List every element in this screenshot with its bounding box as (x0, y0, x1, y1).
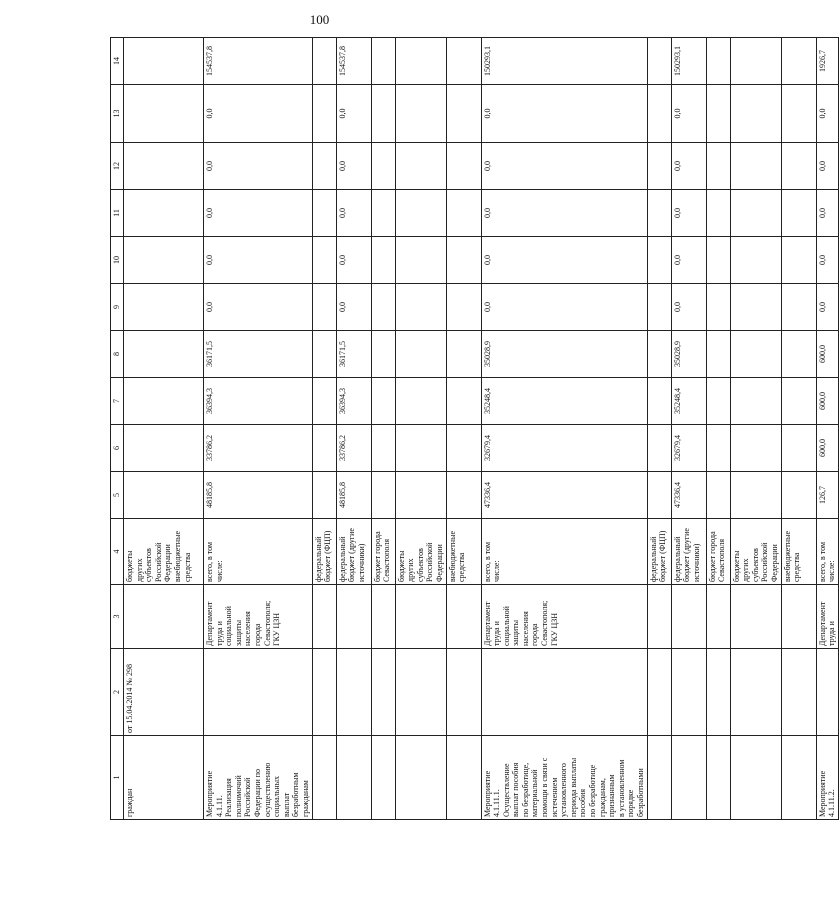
value-cell-col-13 (312, 85, 336, 143)
value-cell-col-6: 32679,4 (671, 425, 706, 472)
value-cell-col-9 (730, 284, 781, 331)
text-cell-col-3: Департамент труда и социальной защиты населения города Севастополя; ГКУ ЦЗН (481, 585, 647, 649)
text-cell-col-4: бюджет города Севастополя (371, 519, 395, 585)
value-cell-col-12: 0,0 (671, 143, 706, 190)
text-cell-col-1: Мероприятие 4.1.11.2. (816, 736, 838, 820)
table-row (336, 38, 371, 820)
text-cell-col-1 (446, 736, 481, 820)
value-cell-col-11 (124, 190, 204, 237)
table-row (781, 38, 816, 820)
value-cell-col-12: 0,0 (481, 143, 647, 190)
value-cell-col-13 (395, 85, 446, 143)
table-row (730, 38, 781, 820)
value-cell-col-7 (647, 378, 671, 425)
column-number-3: 3 (111, 585, 124, 649)
value-cell-col-11: 0,0 (816, 190, 838, 237)
text-cell-col-1: граждан (124, 736, 204, 820)
value-cell-col-8: 600,0 (816, 331, 838, 378)
value-cell-col-12 (706, 143, 730, 190)
table-row (481, 38, 647, 820)
value-cell-col-9 (395, 284, 446, 331)
value-cell-col-9 (312, 284, 336, 331)
text-cell-col-1 (647, 736, 671, 820)
value-cell-col-13: 0,0 (204, 85, 313, 143)
value-cell-col-5: 48185,8 (336, 472, 371, 519)
value-cell-col-7: 35248,4 (671, 378, 706, 425)
value-cell-col-9 (647, 284, 671, 331)
text-cell-col-1 (371, 736, 395, 820)
value-cell-col-12 (730, 143, 781, 190)
text-cell-col-2 (371, 649, 395, 736)
value-cell-col-7: 35248,4 (481, 378, 647, 425)
value-cell-col-8 (371, 331, 395, 378)
value-cell-col-6: 33786,2 (336, 425, 371, 472)
value-cell-col-7: 600,0 (816, 378, 838, 425)
value-cell-col-13 (124, 85, 204, 143)
text-cell-col-2 (395, 649, 446, 736)
text-cell-col-3 (671, 585, 706, 649)
value-cell-col-10: 0,0 (816, 237, 838, 284)
column-number-4: 4 (111, 519, 124, 585)
value-cell-col-10: 0,0 (204, 237, 313, 284)
value-cell-col-13 (706, 85, 730, 143)
value-cell-col-9: 0,0 (204, 284, 313, 331)
value-cell-col-11: 0,0 (336, 190, 371, 237)
value-cell-col-12 (371, 143, 395, 190)
value-cell-col-13 (730, 85, 781, 143)
value-cell-col-11: 0,0 (481, 190, 647, 237)
text-cell-col-4: бюджеты других субъектов Российской Федерации (395, 519, 446, 585)
value-cell-col-13 (647, 85, 671, 143)
text-cell-col-3 (647, 585, 671, 649)
value-cell-col-9 (706, 284, 730, 331)
value-cell-col-14 (781, 38, 816, 85)
value-cell-col-6 (371, 425, 395, 472)
value-cell-col-14 (446, 38, 481, 85)
value-cell-col-10 (446, 237, 481, 284)
value-cell-col-6 (730, 425, 781, 472)
value-cell-col-9 (446, 284, 481, 331)
value-cell-col-6 (446, 425, 481, 472)
value-cell-col-5 (647, 472, 671, 519)
value-cell-col-12 (781, 143, 816, 190)
header-row (111, 38, 124, 820)
text-cell-col-4: всего, в том числе: (481, 519, 647, 585)
value-cell-col-9 (371, 284, 395, 331)
table-row (647, 38, 671, 820)
text-cell-col-2 (204, 649, 313, 736)
text-cell-col-3 (124, 585, 204, 649)
value-cell-col-12 (312, 143, 336, 190)
text-cell-col-4: всего, в том числе: (816, 519, 838, 585)
value-cell-col-10: 0,0 (481, 237, 647, 284)
value-cell-col-11 (781, 190, 816, 237)
text-cell-col-3 (395, 585, 446, 649)
value-cell-col-12: 0,0 (204, 143, 313, 190)
text-cell-col-4: федеральный бюджет (ФЦП) (647, 519, 671, 585)
value-cell-col-14 (647, 38, 671, 85)
table-row (312, 38, 336, 820)
text-cell-col-3: Департамент труда и социальной защиты населения города Севастополя; ГКУ ЦЗН (204, 585, 313, 649)
text-cell-col-1 (336, 736, 371, 820)
value-cell-col-8 (312, 331, 336, 378)
value-cell-col-6 (781, 425, 816, 472)
text-cell-col-2 (781, 649, 816, 736)
text-cell-col-4: внебюджетные средства (446, 519, 481, 585)
value-cell-col-11 (312, 190, 336, 237)
text-cell-col-1 (706, 736, 730, 820)
value-cell-col-10 (781, 237, 816, 284)
text-cell-col-1 (671, 736, 706, 820)
value-cell-col-10 (371, 237, 395, 284)
column-number-11: 11 (111, 190, 124, 237)
text-cell-col-2 (312, 649, 336, 736)
text-cell-col-2 (706, 649, 730, 736)
text-cell-col-3 (371, 585, 395, 649)
value-cell-col-14: 1926,7 (816, 38, 838, 85)
value-cell-col-13: 0,0 (671, 85, 706, 143)
text-cell-col-4: федеральный бюджет (другие источники) (671, 519, 706, 585)
value-cell-col-10 (647, 237, 671, 284)
text-cell-col-3 (446, 585, 481, 649)
table-body (111, 38, 839, 820)
text-cell-col-1 (312, 736, 336, 820)
text-cell-col-2 (730, 649, 781, 736)
value-cell-col-6 (706, 425, 730, 472)
text-cell-col-2 (671, 649, 706, 736)
value-cell-col-8: 35028,9 (481, 331, 647, 378)
value-cell-col-5: 48185,8 (204, 472, 313, 519)
value-cell-col-12 (124, 143, 204, 190)
value-cell-col-14: 150293,1 (671, 38, 706, 85)
value-cell-col-8 (647, 331, 671, 378)
text-cell-col-2 (336, 649, 371, 736)
text-cell-col-3 (312, 585, 336, 649)
text-cell-col-3: Департамент труда и (816, 585, 838, 649)
value-cell-col-5 (124, 472, 204, 519)
column-number-12: 12 (111, 143, 124, 190)
text-cell-col-4: федеральный бюджет (другие источники) (336, 519, 371, 585)
value-cell-col-5 (706, 472, 730, 519)
rotated-table-frame (110, 38, 837, 820)
value-cell-col-11 (706, 190, 730, 237)
value-cell-col-13 (781, 85, 816, 143)
table-row (671, 38, 706, 820)
value-cell-col-9: 0,0 (481, 284, 647, 331)
value-cell-col-8 (781, 331, 816, 378)
value-cell-col-10 (706, 237, 730, 284)
value-cell-col-10 (124, 237, 204, 284)
value-cell-col-5 (446, 472, 481, 519)
value-cell-col-9 (781, 284, 816, 331)
value-cell-col-8 (730, 331, 781, 378)
table-row (446, 38, 481, 820)
value-cell-col-5 (395, 472, 446, 519)
column-number-2: 2 (111, 649, 124, 736)
text-cell-col-4: бюджеты других субъектов Российской Федерации внебюджетные средства (124, 519, 204, 585)
value-cell-col-7 (312, 378, 336, 425)
value-cell-col-14 (395, 38, 446, 85)
text-cell-col-1: Мероприятие 4.1.11. Реализация полномочий Российской Федерации по осуществлению социальных выплат безработным гражданам (204, 736, 313, 820)
value-cell-col-14 (730, 38, 781, 85)
value-cell-col-6 (395, 425, 446, 472)
value-cell-col-8 (446, 331, 481, 378)
value-cell-col-7: 36394,3 (204, 378, 313, 425)
value-cell-col-5: 47336,4 (671, 472, 706, 519)
value-cell-col-6: 600,0 (816, 425, 838, 472)
text-cell-col-3 (706, 585, 730, 649)
column-number-7: 7 (111, 378, 124, 425)
value-cell-col-6 (312, 425, 336, 472)
text-cell-col-2 (481, 649, 647, 736)
value-cell-col-8: 35028,9 (671, 331, 706, 378)
value-cell-col-10 (312, 237, 336, 284)
value-cell-col-8 (124, 331, 204, 378)
value-cell-col-6 (124, 425, 204, 472)
text-cell-col-4: бюджеты других субъектов Российской Федерации (730, 519, 781, 585)
value-cell-col-6 (647, 425, 671, 472)
value-cell-col-5 (371, 472, 395, 519)
text-cell-col-1: Мероприятие 4.1.11.1. Осуществление выплат пособия по безработице, материальной помощи в связи с истечением установленного периода выплаты пособия по безработице гражданам, признанным в установленном порядке безработными (481, 736, 647, 820)
column-number-6: 6 (111, 425, 124, 472)
value-cell-col-12 (446, 143, 481, 190)
value-cell-col-14 (371, 38, 395, 85)
value-cell-col-12 (395, 143, 446, 190)
value-cell-col-14 (124, 38, 204, 85)
table-row (124, 38, 204, 820)
text-cell-col-2 (647, 649, 671, 736)
table-row (395, 38, 446, 820)
value-cell-col-7 (781, 378, 816, 425)
value-cell-col-8 (395, 331, 446, 378)
value-cell-col-7 (730, 378, 781, 425)
value-cell-col-5: 126,7 (816, 472, 838, 519)
value-cell-col-14: 154537,8 (336, 38, 371, 85)
value-cell-col-9: 0,0 (816, 284, 838, 331)
table-row (706, 38, 730, 820)
value-cell-col-13: 0,0 (336, 85, 371, 143)
value-cell-col-5 (312, 472, 336, 519)
value-cell-col-10 (730, 237, 781, 284)
column-number-10: 10 (111, 237, 124, 284)
value-cell-col-10 (395, 237, 446, 284)
value-cell-col-7 (706, 378, 730, 425)
value-cell-col-13: 0,0 (481, 85, 647, 143)
page-number: 100 (309, 12, 330, 27)
column-number-1: 1 (111, 736, 124, 820)
value-cell-col-5: 47336,4 (481, 472, 647, 519)
rotated-table-content (110, 38, 837, 820)
value-cell-col-8 (706, 331, 730, 378)
value-cell-col-6: 33786,2 (204, 425, 313, 472)
value-cell-col-14: 154537,8 (204, 38, 313, 85)
value-cell-col-9: 0,0 (671, 284, 706, 331)
value-cell-col-14 (706, 38, 730, 85)
column-number-8: 8 (111, 331, 124, 378)
text-cell-col-4: федеральный бюджет (ФЦП) (312, 519, 336, 585)
value-cell-col-11 (647, 190, 671, 237)
budget-table (110, 37, 839, 820)
value-cell-col-11 (395, 190, 446, 237)
text-cell-col-2 (816, 649, 838, 736)
value-cell-col-7 (124, 378, 204, 425)
value-cell-col-6: 32679,4 (481, 425, 647, 472)
column-number-5: 5 (111, 472, 124, 519)
value-cell-col-11: 0,0 (204, 190, 313, 237)
value-cell-col-13: 0,0 (816, 85, 838, 143)
value-cell-col-7 (371, 378, 395, 425)
value-cell-col-8: 36171,5 (336, 331, 371, 378)
text-cell-col-4: бюджет города Севастополя (706, 519, 730, 585)
text-cell-col-1 (395, 736, 446, 820)
table-row (204, 38, 313, 820)
value-cell-col-9: 0,0 (336, 284, 371, 331)
text-cell-col-2 (446, 649, 481, 736)
value-cell-col-13 (446, 85, 481, 143)
value-cell-col-11 (446, 190, 481, 237)
column-number-9: 9 (111, 284, 124, 331)
value-cell-col-12: 0,0 (816, 143, 838, 190)
value-cell-col-14 (312, 38, 336, 85)
table-row (371, 38, 395, 820)
text-cell-col-4: внебюджетные средства (781, 519, 816, 585)
table-row (816, 38, 838, 820)
text-cell-col-3 (781, 585, 816, 649)
value-cell-col-5 (730, 472, 781, 519)
value-cell-col-10: 0,0 (336, 237, 371, 284)
text-cell-col-4: всего, в том числе: (204, 519, 313, 585)
value-cell-col-10: 0,0 (671, 237, 706, 284)
value-cell-col-8: 36171,5 (204, 331, 313, 378)
value-cell-col-9 (124, 284, 204, 331)
value-cell-col-12 (647, 143, 671, 190)
text-cell-col-3 (336, 585, 371, 649)
value-cell-col-12: 0,0 (336, 143, 371, 190)
value-cell-col-5 (781, 472, 816, 519)
value-cell-col-13 (371, 85, 395, 143)
column-number-14: 14 (111, 38, 124, 85)
text-cell-col-3 (730, 585, 781, 649)
value-cell-col-11 (730, 190, 781, 237)
value-cell-col-7 (395, 378, 446, 425)
value-cell-col-11 (371, 190, 395, 237)
value-cell-col-11: 0,0 (671, 190, 706, 237)
text-cell-col-2: от 15.04.2014 № 298 (124, 649, 204, 736)
column-number-13: 13 (111, 85, 124, 143)
value-cell-col-7 (446, 378, 481, 425)
value-cell-col-14: 150293,1 (481, 38, 647, 85)
value-cell-col-7: 36394,3 (336, 378, 371, 425)
text-cell-col-1 (730, 736, 781, 820)
text-cell-col-1 (781, 736, 816, 820)
